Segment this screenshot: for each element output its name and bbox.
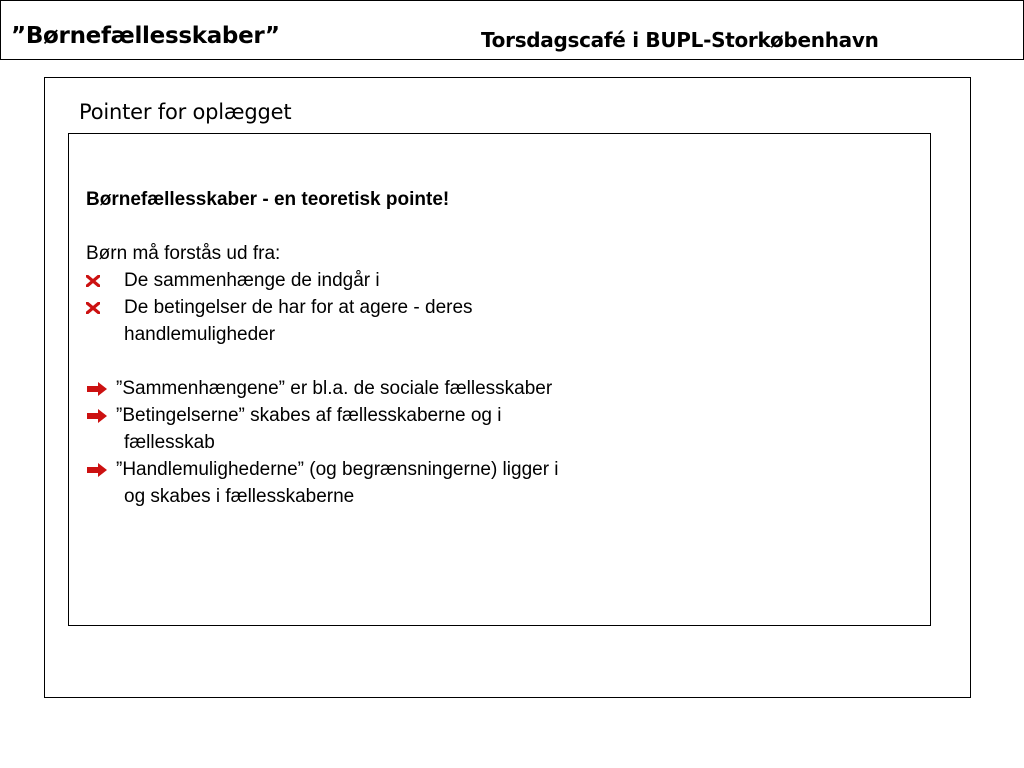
cross-item-continuation: handlemuligheder — [124, 324, 276, 345]
red-arrow-icon — [86, 408, 108, 424]
section-title: Pointer for oplægget — [79, 100, 292, 124]
arrow-item-text: ”Betingelserne” skabes af fællesskaberne og i — [116, 405, 502, 426]
cross-list-item — [86, 267, 686, 294]
content-intro: Børn må forstås ud fra: — [86, 243, 281, 264]
arrow-item-text: ”Handlemulighederne” (og begrænsningerne) ligger i — [116, 459, 559, 480]
cross-item-text: De betingelser de har for at agere - deres — [124, 297, 473, 318]
content-body — [86, 186, 686, 510]
arrow-list-item — [86, 375, 686, 402]
header-left-title: ”Børnefællesskaber” — [11, 23, 280, 49]
arrow-item-text: ”Sammenhængene” er bl.a. de sociale fællesskaber — [116, 378, 553, 399]
spacer — [86, 348, 686, 375]
header-bar — [0, 0, 1024, 60]
red-x-icon — [86, 275, 100, 287]
arrow-item-continuation: og skabes i fællesskaberne — [124, 486, 355, 507]
cross-item-text: De sammenhænge de indgår i — [124, 270, 380, 291]
arrow-list-item — [86, 456, 686, 510]
content-heading: Børnefællesskaber - en teoretisk pointe! — [86, 189, 450, 210]
red-arrow-icon — [86, 462, 108, 478]
red-x-icon — [86, 302, 100, 314]
red-arrow-icon — [86, 381, 108, 397]
header-right-title: Torsdagscafé i BUPL-Storkøbenhavn — [481, 28, 879, 52]
cross-list-item — [86, 294, 686, 348]
spacer — [86, 213, 686, 240]
arrow-item-continuation: fællesskab — [124, 432, 215, 453]
arrow-list-item — [86, 402, 686, 456]
